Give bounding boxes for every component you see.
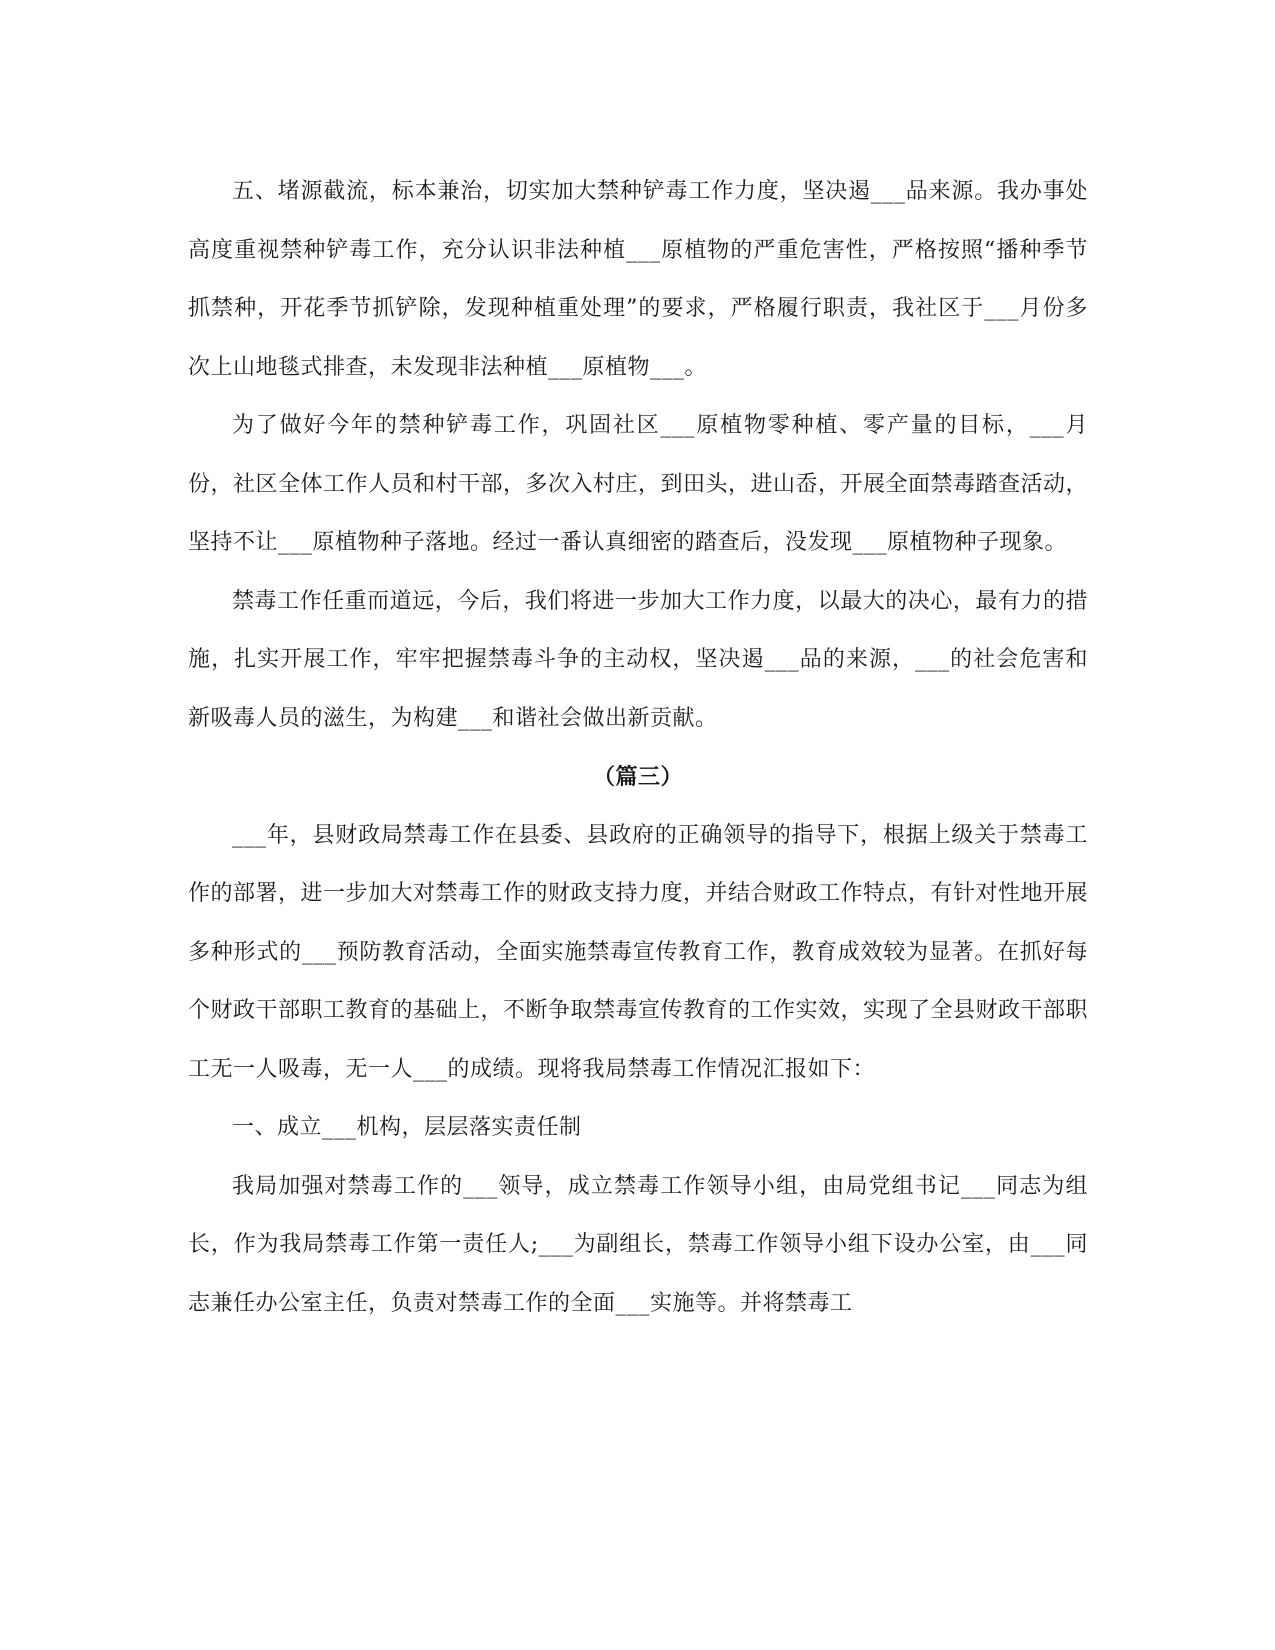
section-heading: （篇三） bbox=[592, 764, 683, 790]
paragraph-subheading-one: 一、成立___机构，层层落实责任制 bbox=[232, 1115, 582, 1140]
paragraph-future-work: 禁毒工作任重而道远，今后，我们将进一步加大工作力度，以最大的决心，最有力的措施，扎实开展工作，牢牢把握禁毒斗争的主动权，坚决遏___品的来源，___的社会危害和新吸毒人员的滋生，为构建___和谐社会做出新贡献。 bbox=[188, 588, 1088, 731]
paragraph-finance-bureau-intro: ___年，县财政局禁毒工作在县委、县政府的正确领导的指导下，根据上级关于禁毒工作的部署，进一步加大对禁毒工作的财政支持力度，并结合财政工作特点，有针对性地开展多种形式的___预防教育活动，全面实施禁毒宣传教育工作，教育成效较为显著。在抓好每个财政干部职工教育的基础上，不断争取禁毒宣传教育的工作实效，实现了全县财政干部职工无一人吸毒，无一人___的成绩。现将我局禁毒工作情况汇报如下： bbox=[188, 822, 1089, 1082]
document-body bbox=[188, 163, 1088, 1333]
paragraph-section-five: 五、堵源截流，标本兼治，切实加大禁种铲毒工作力度，坚决遏___品来源。我办事处高度重视禁种铲毒工作，充分认识非法种植___原植物的严重危害性，严格按照“播种季节抓禁种，开花季节抓铲除，发现种植重处理”的要求，严格履行职责，我社区于___月份多次上山地毯式排查，未发现非法种植___原植物___。 bbox=[188, 179, 1088, 380]
paragraph-community-inspection: 为了做好今年的禁种铲毒工作，巩固社区___原植物零种植、零产量的目标，___月份，社区全体工作人员和村干部，多次入村庄，到田头，进山岙，开展全面禁毒踏查活动，坚持不让___原植物种子落地。经过一番认真细密的踏查后，没发现___原植物种子现象。 bbox=[188, 413, 1089, 555]
paragraph-leadership-group: 我局加强对禁毒工作的___领导，成立禁毒工作领导小组，由局党组书记___同志为组长，作为我局禁毒工作第一责任人;___为副组长，禁毒工作领导小组下设办公室，由___同志兼任办公室主任，负责对禁毒工作的全面___实施等。并将禁毒工 bbox=[188, 1173, 1088, 1316]
